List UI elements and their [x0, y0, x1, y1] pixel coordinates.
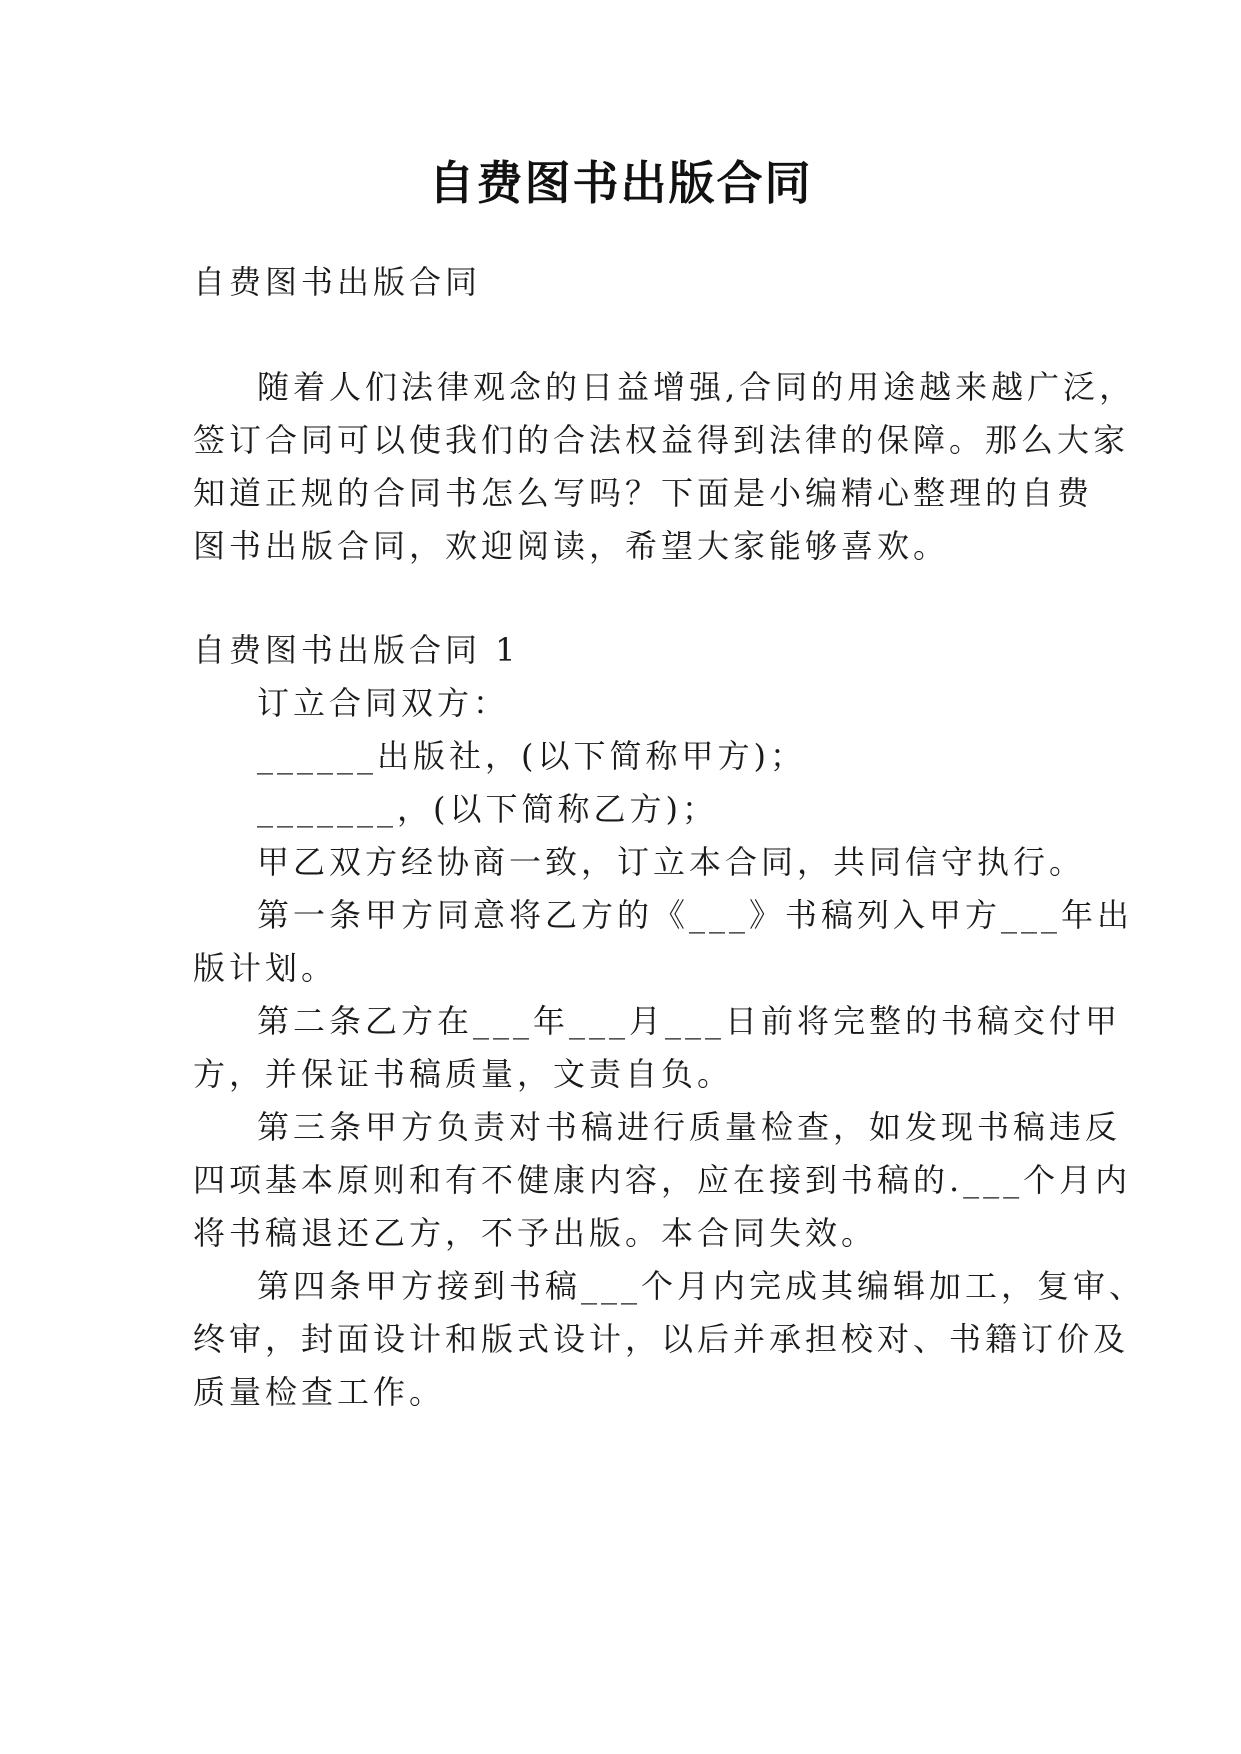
body-line-12: 第四条甲方接到书稿___个月内完成其编辑加工，复审、 [257, 1267, 1146, 1305]
body-line-7: 第二条乙方在___年___月___日前将完整的书稿交付甲 [257, 1002, 1122, 1040]
intro-line-2: 签订合同可以使我们的合法权益得到法律的保障。那么大家 [193, 421, 1130, 459]
body-line-11: 将书稿退还乙方，不予出版。本合同失效。 [193, 1214, 878, 1252]
body-line-4: 甲乙双方经协商一致，订立本合同，共同信守执行。 [257, 843, 1086, 881]
body-line-6: 版计划。 [193, 949, 338, 987]
intro-line-3: 知道正规的合同书怎么写吗？下面是小编精心整理的自费 [193, 474, 1094, 512]
body-line-13: 终审，封面设计和版式设计，以后并承担校对、书籍订价及 [193, 1320, 1130, 1358]
body-line-3: _______，(以下简称乙方)； [257, 790, 718, 828]
body-line-10: 四项基本原则和有不健康内容，应在接到书稿的.___个月内 [193, 1161, 1132, 1199]
body-line-14: 质量检查工作。 [193, 1373, 446, 1411]
section-heading: 自费图书出版合同 1 [193, 631, 520, 669]
body-line-8: 方，并保证书稿质量，文责自负。 [193, 1055, 734, 1093]
intro-line-4: 图书出版合同，欢迎阅读，希望大家能够喜欢。 [193, 527, 950, 565]
body-line-2: ______出版社，(以下简称甲方)； [257, 737, 806, 775]
document-subtitle: 自费图书出版合同 [193, 263, 482, 301]
body-line-1: 订立合同双方： [257, 684, 510, 722]
document-title: 自费图书出版合同 [428, 156, 813, 210]
body-line-5: 第一条甲方同意将乙方的《___》书稿列入甲方___年出 [257, 896, 1134, 934]
intro-line-1: 随着人们法律观念的日益增强,合同的用途越来越广泛， [257, 368, 1136, 406]
body-line-9: 第三条甲方负责对书稿进行质量检查，如发现书稿违反 [257, 1108, 1122, 1146]
